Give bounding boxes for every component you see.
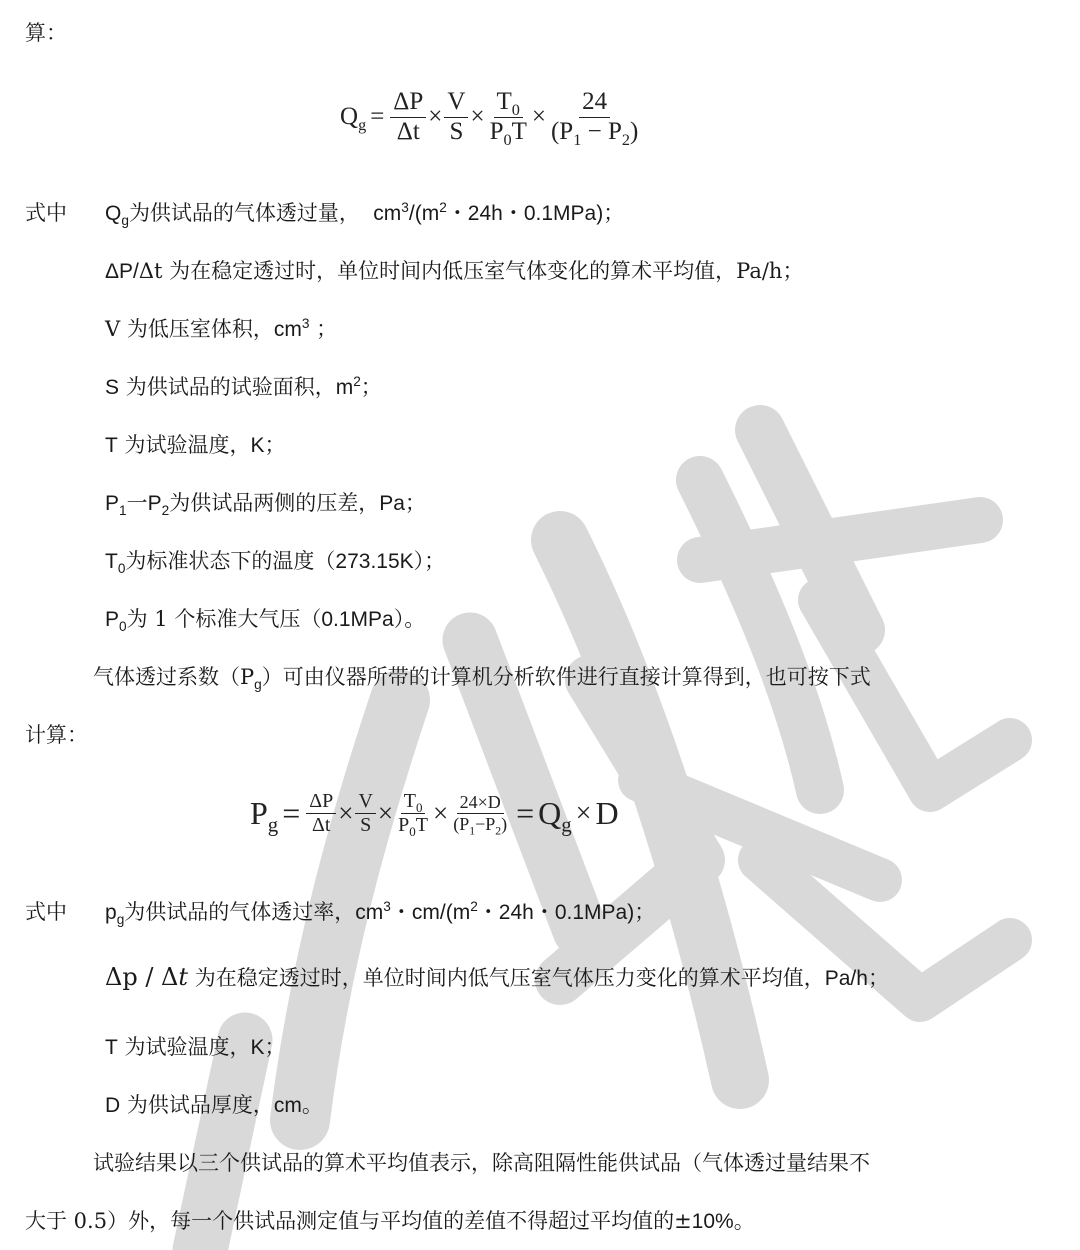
para2-line1: 气体透过系数$(P_g)$可由仪器所带的计算机分析软件进行直接计算得到，也可按下式 [93, 665, 871, 693]
intro-tail: 算： [25, 21, 67, 45]
def-dpdt-2: Δp / Δt 为在稳定透过时，单位时间内低气压室气体压力变化的算术平均值，Pa/h； [105, 963, 889, 991]
times-sign: × [428, 103, 443, 131]
fraction-24-pressure: $\frac{24}{(P_1 - P_2)}$ [550, 88, 639, 149]
formula-lhs: $Q_g$ [340, 103, 367, 135]
def-s: S 为供试品的试验面积，$m^2$； [105, 374, 382, 399]
formula-d: D [595, 795, 619, 831]
def-pg: $p_g$为供试品的气体透过率，$cm^3$・$cm/(m^2$・24h・0.1MPa)； [105, 899, 656, 928]
def-v: V 为低压室体积，$cm^3$ ； [105, 316, 338, 341]
equals-sign: = [370, 103, 385, 131]
fraction-dp-dt: $\frac{\Delta P}{\Delta t}$ [390, 88, 426, 147]
times-sign: × [433, 798, 449, 828]
def-dpdt: ΔP/Δt 为在稳定透过时，单位时间内低压室气体变化的算术平均值，Pa/h； [105, 259, 804, 283]
times-sign: × [338, 798, 354, 828]
watermark-stroke [820, 600, 1010, 790]
equals-sign: = [516, 795, 535, 831]
def-p1-p2: $P_1$一$P_2$为供试品两侧的压差，Pa； [105, 491, 426, 519]
fraction-v-s: $\frac{V}{S}$ [444, 88, 468, 147]
times-sign: × [470, 103, 485, 131]
def-t0: $T_0$为标准状态下的温度（273.15K）； [105, 549, 446, 577]
equals-sign: = [282, 795, 301, 831]
formula-qg-term: $Q_g$ [538, 795, 572, 837]
para3-line1: 试验结果以三个供试品的算术平均值表示，除高阻隔性能供试品（气体透过量结果不 [93, 1151, 870, 1175]
formula-qg [340, 88, 643, 147]
watermark-stroke [640, 780, 880, 880]
fraction-t0-p0t: $\frac{T_0}{P_0T}$ [489, 88, 527, 149]
def-d: D 为供试品厚度，cm。 [105, 1093, 323, 1117]
def-t: T 为试验温度，K； [105, 433, 286, 457]
formula-pg [250, 790, 619, 837]
fraction-dp-dt: $\frac{\Delta P}{\Delta t}$ [306, 790, 336, 837]
fraction-t0-p0t: $\frac{T_0}{P_0T}$ [398, 790, 428, 839]
def-label: 式中 [25, 201, 67, 225]
def-qg: $Q_g$为供试品的气体透过量， $cm^3/(m^2$・24h・0.1MPa)； [105, 200, 625, 229]
para2-line2: 计算： [25, 723, 88, 747]
fraction-v-s: $\frac{V}{S}$ [355, 790, 375, 837]
times-sign: × [377, 798, 394, 828]
times-sign: × [575, 797, 592, 829]
def-t-2: T 为试验温度，K； [105, 1035, 286, 1059]
para3-line2: 大于 0.5）外，每一个供试品测定值与平均值的差值不得超过平均值的±10%。 [25, 1209, 755, 1233]
watermark-stroke [760, 430, 860, 630]
def-label: 式中 [25, 900, 67, 924]
watermark-stroke [700, 520, 980, 560]
formula-lhs: $P_g$ [250, 795, 279, 837]
fraction-24d-pressure: $\frac{24\times D}{(P_1-P_2)}$ [453, 792, 508, 838]
watermark-stroke [700, 480, 820, 790]
def-p0: $P_0$为 1 个标准大气压（0.1MPa）。 [105, 607, 426, 635]
times-sign: × [531, 103, 546, 131]
